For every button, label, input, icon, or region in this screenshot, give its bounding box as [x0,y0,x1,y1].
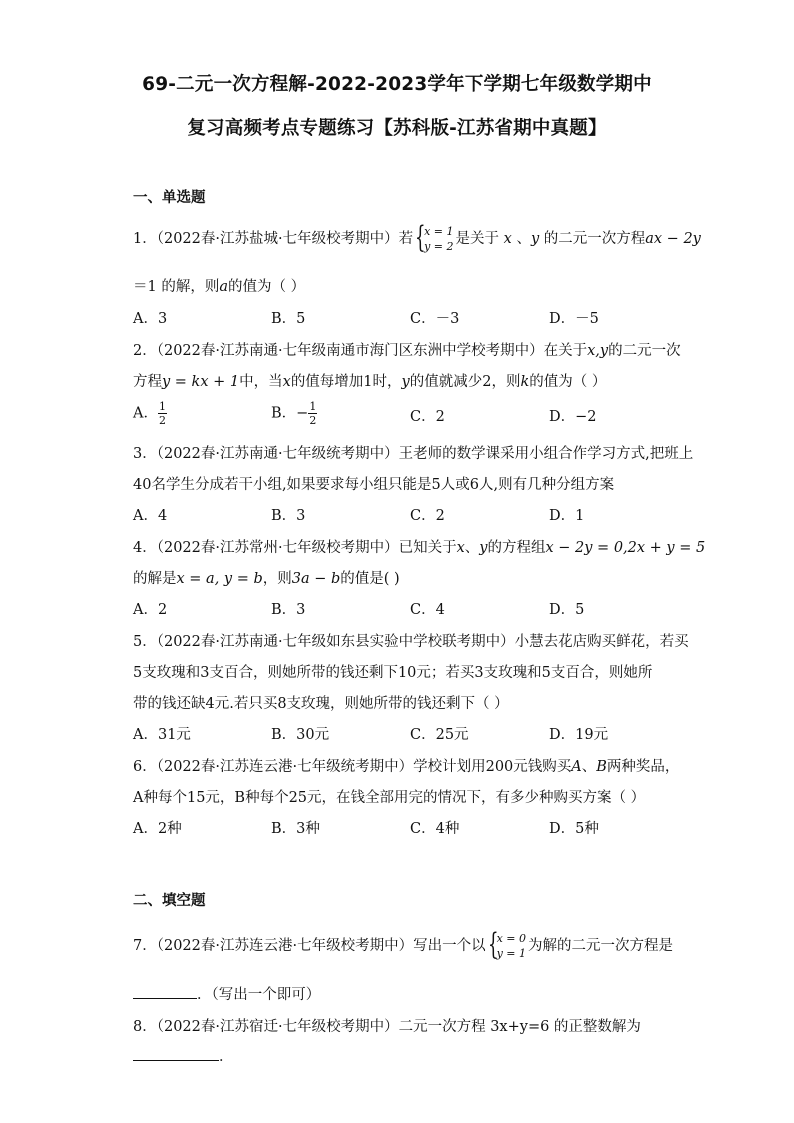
q2-option-b-sign: − [296,405,309,422]
question-5-line2: 5支玫瑰和3支百合，则她所带的钱还剩下10元；若买3支玫瑰和5支百合，则她所 [133,665,653,681]
q2-line2-e: ，则 [491,374,521,390]
q4-option-c: C．4 [410,602,445,618]
question-4-line1 [133,536,705,557]
q2-option-b-label: B． [271,405,297,422]
q4-solution: x = a, y = b [176,571,263,587]
q6-line1-b: 两种奖品， [606,759,680,775]
q6-option-d: D．5种 [549,821,599,837]
q2-option-a [133,400,167,427]
q2-option-a-fraction [158,400,167,427]
q4-var-x: x [456,540,465,556]
q7-sys-top: x = 0 [496,932,527,945]
q7-line2: ．（写出一个即可） [197,987,321,1003]
q4-option-a: A．2 [133,602,168,618]
q1-sys-bottom: y = 2 [424,240,454,253]
q5-option-b: B．30元 [271,727,330,743]
question-2-line2 [133,370,606,391]
q1-tail: 的二元一次方程 [543,231,646,247]
q2-option-d: D．−2 [549,409,597,425]
question-3-line2: 40名学生分成若干小组,如果要求每小组只能是5人或6人,则有几种分组方案 [133,477,615,493]
question-8-line1: 8．（2022春·江苏宿迁·七年级校考期中）二元一次方程 3x+y=6 的正整数解为 [133,1019,641,1035]
q5-option-c: C．25元 [410,727,469,743]
q1-option-d: D．－5 [549,311,599,327]
question-1-line2 [133,275,305,296]
q2-line2-f: 的值为（ ） [529,374,607,390]
question-1-line1 [133,220,701,255]
q2-number: 2 [482,374,492,390]
q6-var-b: B [596,759,607,775]
q1-option-a: A．3 [133,311,168,327]
q1-equation: ax − 2y [645,231,701,247]
q8-answer-blank[interactable] [133,1060,219,1061]
q4-expression: 3a − b [291,571,341,587]
question-7-line2 [133,983,320,1004]
q3-option-b: B．3 [271,508,306,524]
q4-line1-a: 4．（2022春·江苏常州·七年级校考期中）已知关于 [133,540,457,556]
question-3-line1: 3．（2022春·江苏南通·七年级统考期中）王老师的数学课采用小组合作学习方式,把班上 [133,446,694,462]
q3-option-c: C．2 [410,508,445,524]
q6-option-b: B．3种 [271,821,320,837]
q1-line2-a: ＝1 的解，则 [133,279,220,295]
q7-answer-blank[interactable] [133,998,197,999]
section-heading-fill-blank: 二、填空题 [133,893,206,909]
question-7-line1 [133,927,674,962]
document-title-line2: 复习高频考点专题练习【苏科版-江苏省期中真题】 [187,118,607,139]
q1-equation-system: { x = 1 y = 2 [415,220,454,255]
q2-line2-a: 方程 [133,374,162,390]
question-8-line2 [133,1045,234,1066]
question-6-line2: A种每个15元，B种每个25元，在钱全部用完的情况下，有多少种购买方案（ ） [133,790,646,806]
q1-prefix: 1．（2022春·江苏盐城·七年级校考期中）若 [133,231,414,247]
q2-var-y: y [401,374,410,390]
q4-option-b: B．3 [271,602,306,618]
q3-option-d: D．1 [549,508,585,524]
q8-line2: ． [219,1049,234,1065]
question-5-line3: 带的钱还缺4元.若只买8支玫瑰，则她所带的钱还剩下（ ） [133,696,509,712]
q4-line2-a: 的解是 [133,571,177,587]
q2-option-b-num: 1 [309,400,317,413]
q6-option-a: A．2种 [133,821,182,837]
q1-var-a: a [219,279,228,295]
q2-option-a-label: A． [133,405,158,422]
q7-equation-system: { x = 0 y = 1 [487,927,527,962]
question-4-line2 [133,567,400,588]
q2-line2-c: 的值每增加1时， [290,374,402,390]
q2-option-c: C．2 [410,409,445,425]
q2-option-a-num: 1 [158,400,166,413]
q4-equation-system: x − 2y = 0,2x + y = 5 [545,540,706,556]
question-2-line1 [133,339,681,360]
q6-option-c: C．4种 [410,821,460,837]
q1-option-c: C．－3 [410,311,460,327]
q3-option-a: A．4 [133,508,168,524]
q6-line1-a: 6．（2022春·江苏连云港·七年级统考期中）学校计划用200元钱购买 [133,759,572,775]
q2-line2-d: 的值就减少 [409,374,483,390]
q1-var-y: y [530,231,540,247]
q6-var-a: A [571,759,582,775]
q5-option-a: A．31元 [133,727,191,743]
question-6-line1 [133,755,679,776]
q7-prefix: 7．（2022春·江苏连云港·七年级校考期中）写出一个以 [133,938,486,954]
q4-option-d: D．5 [549,602,585,618]
q2-line1-a: 2．（2022春·江苏南通·七年级南通市海门区东洲中学校考期中）在关于 [133,343,588,359]
q1-sep: 、 [516,231,531,247]
q2-line1-b: 的二元一次 [608,343,681,359]
question-5-line1: 5．（2022春·江苏南通·七年级如东县实验中学校联考期中）小慧去花店购买鲜花，若买 [133,634,689,650]
q1-line2-b: 的值为（ ） [228,279,306,295]
q4-line1-b: 的方程组 [487,540,546,556]
q1-option-b: B．5 [271,311,306,327]
q2-option-b-den: 2 [309,414,317,427]
q5-option-d: D．19元 [549,727,609,743]
q2-option-b [271,400,317,427]
q6-sep: 、 [581,759,597,775]
q2-var-x: x [282,374,291,390]
q1-var-x: x [503,231,512,247]
q2-vars: x,y [587,343,609,359]
q2-var-k: k [520,374,530,390]
document-title-line1: 69-二元一次方程解-2022-2023学年下学期七年级数学期中 [142,74,652,95]
q1-mid: 是关于 [455,231,500,247]
q2-equation: y = kx + 1 [162,374,240,390]
q2-option-a-den: 2 [158,414,166,427]
q2-option-b-fraction [308,400,317,427]
q7-tail: 为解的二元一次方程是 [528,938,674,954]
q7-sys-bottom: y = 1 [496,947,527,960]
q1-sys-top: x = 1 [424,225,454,238]
q4-line2-c: 的值是( ) [340,571,400,587]
q4-var-y: y [479,540,488,556]
q4-sep: 、 [464,540,480,556]
q4-line2-b: ，则 [262,571,292,587]
section-heading-single-choice: 一、单选题 [133,190,206,206]
q2-line2-b: 中，当 [239,374,283,390]
